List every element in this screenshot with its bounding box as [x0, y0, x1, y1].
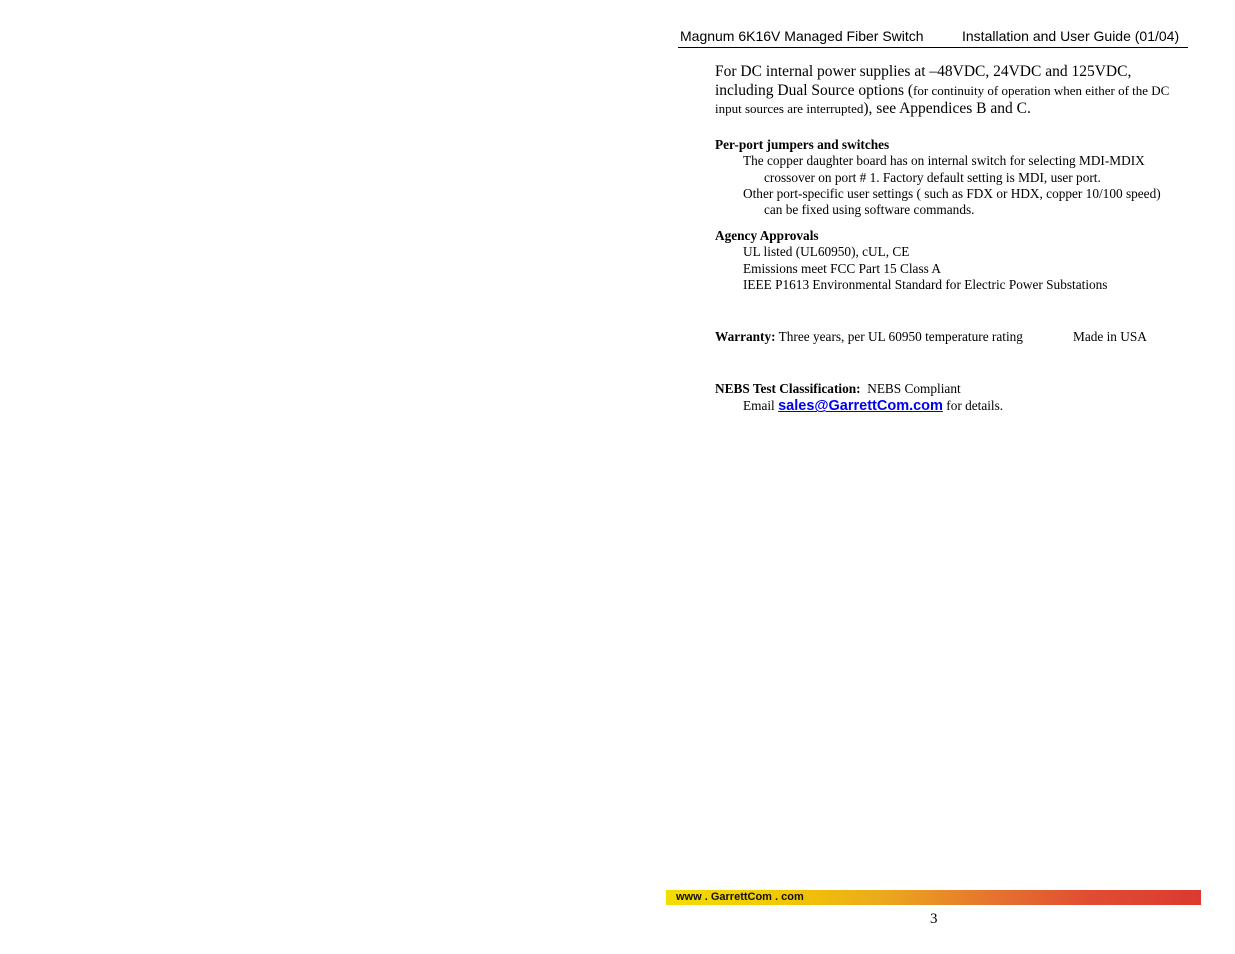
warranty-label: Warranty:: [715, 329, 776, 344]
agency-approvals-heading: Agency Approvals: [715, 228, 819, 243]
page-header: [678, 27, 1188, 48]
per-port-item-text: Other port-specific user settings ( such as FDX or HDX, copper 10/100 speed): [743, 185, 1161, 201]
per-port-item-text: The copper daughter board has on internal switch for selecting MDI-MDIX: [743, 153, 1145, 169]
footer-website-url: www . GarrettCom . com: [676, 891, 804, 903]
dc-power-text-small: for continuity of operation when either of the DC input sources are interrupted: [715, 82, 1170, 116]
agency-approvals-section: [715, 228, 1195, 293]
email-suffix: for details.: [942, 398, 1004, 414]
made-in-usa: Made in USA: [1073, 329, 1147, 344]
nebs-value: NEBS Compliant: [860, 381, 961, 396]
warranty-section: [715, 329, 1195, 345]
agency-approval-item: UL listed (UL60950), cUL, CE: [743, 244, 910, 260]
dc-power-text-2: ), see Appendices B and C.: [863, 100, 1031, 117]
agency-approval-item: IEEE P1613 Environmental Standard for Electric Power Substations: [743, 276, 1108, 292]
nebs-email-line: [743, 398, 1195, 414]
per-port-section: [715, 137, 1195, 218]
footer-gradient-bar: [666, 890, 1201, 905]
per-port-item-continuation: can be fixed using software commands.: [764, 202, 975, 218]
header-product-title: Magnum 6K16V Managed Fiber Switch: [680, 28, 924, 44]
header-guide-title: Installation and User Guide (01/04): [962, 28, 1180, 44]
per-port-heading: Per-port jumpers and switches: [715, 137, 890, 152]
per-port-item: [743, 153, 1195, 186]
dc-power-text-1: For DC internal power supplies at –48VDC, 24VDC and 125VDC, including Dual Source options (: [715, 63, 1132, 99]
nebs-label: NEBS Test Classification:: [715, 381, 861, 396]
nebs-section: [715, 381, 1195, 415]
agency-approval-item: Emissions meet FCC Part 15 Class A: [743, 260, 941, 276]
page-number: 3: [930, 911, 938, 927]
warranty-text: Three years, per UL 60950 temperature rating: [775, 329, 1023, 344]
dc-power-paragraph: [715, 63, 1185, 119]
email-prefix: Email: [743, 398, 779, 414]
per-port-item-continuation: crossover on port # 1. Factory default setting is MDI, user port.: [764, 169, 1101, 185]
per-port-item: [743, 186, 1195, 219]
sales-email-link[interactable]: sales@GarrettCom.com: [778, 398, 943, 415]
